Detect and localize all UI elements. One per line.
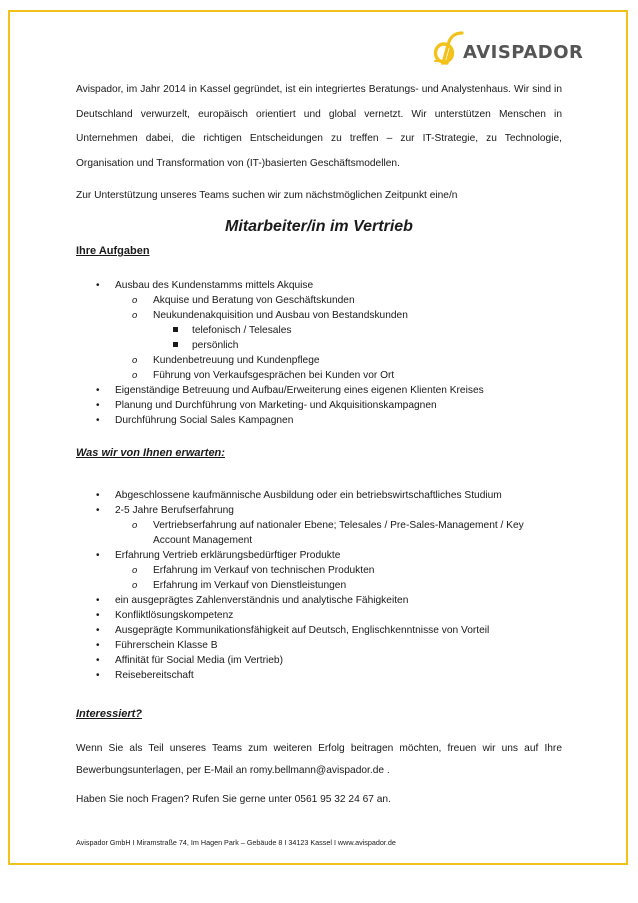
interested-heading: Interessiert? — [76, 708, 143, 720]
bullet-icon: • — [96, 490, 100, 501]
list-item: • Abgeschlossene kaufmännische Ausbildung oder ein betriebswirtschaftliches Studium — [96, 490, 502, 501]
circle-bullet-icon: o — [132, 520, 138, 531]
square-bullet-icon — [173, 342, 178, 347]
expect-section — [76, 445, 562, 461]
interested-section — [76, 706, 562, 722]
avispador-logo — [432, 30, 583, 66]
bullet-icon: • — [96, 280, 100, 291]
list-item: • Affinität für Social Media (im Vertrieb) — [96, 655, 283, 666]
circle-bullet-icon: o — [132, 580, 138, 591]
list-item: • Durchführung Social Sales Kampagnen — [96, 415, 294, 426]
list-item: • Ausgeprägte Kommunikationsfähigkeit auf Deutsch, Englischkenntnisse von Vorteil — [96, 625, 490, 636]
bullet-icon: • — [96, 610, 100, 621]
circle-bullet-icon: o — [132, 355, 138, 366]
tasks-list — [76, 278, 562, 428]
bullet-icon: • — [96, 670, 100, 681]
bullet-icon: • — [96, 385, 100, 396]
circle-bullet-icon: o — [132, 295, 138, 306]
square-bullet-icon — [173, 327, 178, 332]
list-item: persönlich — [76, 338, 562, 353]
bullet-icon: • — [96, 595, 100, 606]
logo-text: AVISPADOR — [463, 41, 584, 63]
tasks-heading: Ihre Aufgaben — [76, 245, 150, 257]
bullet-icon: • — [96, 625, 100, 636]
phone-paragraph: Haben Sie noch Fragen? Rufen Sie gerne unter 0561 95 32 24 67 an. — [76, 794, 391, 805]
intro-paragraph: Avispador, im Jahr 2014 in Kassel gegründet, ist ein integriertes Beratungs- und Analystenhaus. Wir sind in Deutschland verwurzelt, europäisch orientiert und global vernetzt. Wir unterstützen Menschen in Unternehmen dabei, die richtigen Entscheidungen zu treffen – zur IT-Strategie, zu Technologie, Organisation und Transformation von (IT-)basierten Geschäftsmodellen. — [76, 84, 562, 169]
list-item: o Erfahrung im Verkauf von technischen Produkten — [132, 565, 375, 576]
list-item: o Akquise und Beratung von Geschäftskunden — [132, 295, 355, 306]
list-item: • Führerschein Klasse B — [96, 640, 218, 651]
circle-bullet-icon: o — [132, 370, 138, 381]
bullet-icon: • — [96, 655, 100, 666]
bullet-icon: • — [96, 415, 100, 426]
circle-bullet-icon: o — [132, 565, 138, 576]
list-item: telefonisch / Telesales — [76, 323, 562, 338]
list-item: • Ausbau des Kundenstamms mittels Akquise — [96, 280, 314, 291]
expect-list — [76, 488, 562, 683]
closing-paragraph: Wenn Sie als Teil unseres Teams zum weiteren Erfolg beitragen möchten, freuen wir uns auf Ihre Bewerbungsunterlagen, per E-Mail an romy.bellmann@avispador.de . — [76, 743, 562, 776]
list-item: o Vertriebserfahrung auf nationaler Ebene; Telesales / Pre-Sales-Management / Key Account Management — [132, 520, 524, 546]
bullet-icon: • — [96, 550, 100, 561]
bullet-icon: • — [96, 640, 100, 651]
logo-mark-icon — [432, 31, 464, 65]
list-item: • 2-5 Jahre Berufserfahrung — [96, 505, 234, 516]
job-posting — [76, 78, 562, 808]
expect-heading: Was wir von Ihnen erwarten: — [76, 447, 225, 459]
list-item: o Neukundenakquisition und Ausbau von Bestandskunden — [132, 310, 408, 321]
list-item: • ein ausgeprägtes Zahlenverständnis und analytische Fähigkeiten — [96, 595, 409, 606]
list-item: • Konfliktlösungskompetenz — [96, 610, 234, 621]
list-item: o Kundenbetreuung und Kundenpflege — [132, 355, 320, 366]
circle-bullet-icon: o — [132, 310, 138, 321]
lead-sentence: Zur Unterstützung unseres Teams suchen wir zum nächstmöglichen Zeitpunkt eine/n — [76, 190, 458, 201]
list-item: o Führung von Verkaufsgesprächen bei Kunden vor Ort — [132, 370, 395, 381]
list-item: o Erfahrung im Verkauf von Dienstleistungen — [132, 580, 347, 591]
list-item: • Reisebereitschaft — [96, 670, 194, 681]
bullet-icon: • — [96, 505, 100, 516]
list-item: • Erfahrung Vertrieb erklärungsbedürftiger Produkte — [96, 550, 341, 561]
bullet-icon: • — [96, 400, 100, 411]
list-item: • Planung und Durchführung von Marketing- und Akquisitionskampagnen — [96, 400, 437, 411]
list-item: • Eigenständige Betreuung und Aufbau/Erweiterung eines eigenen Klienten Kreises — [96, 385, 484, 396]
job-title: Mitarbeiter/in im Vertrieb — [225, 218, 413, 235]
page-footer: Avispador GmbH I Miramstraße 74, Im Hagen Park – Gebäude 8 I 34123 Kassel I www.avispador.de — [76, 838, 396, 847]
